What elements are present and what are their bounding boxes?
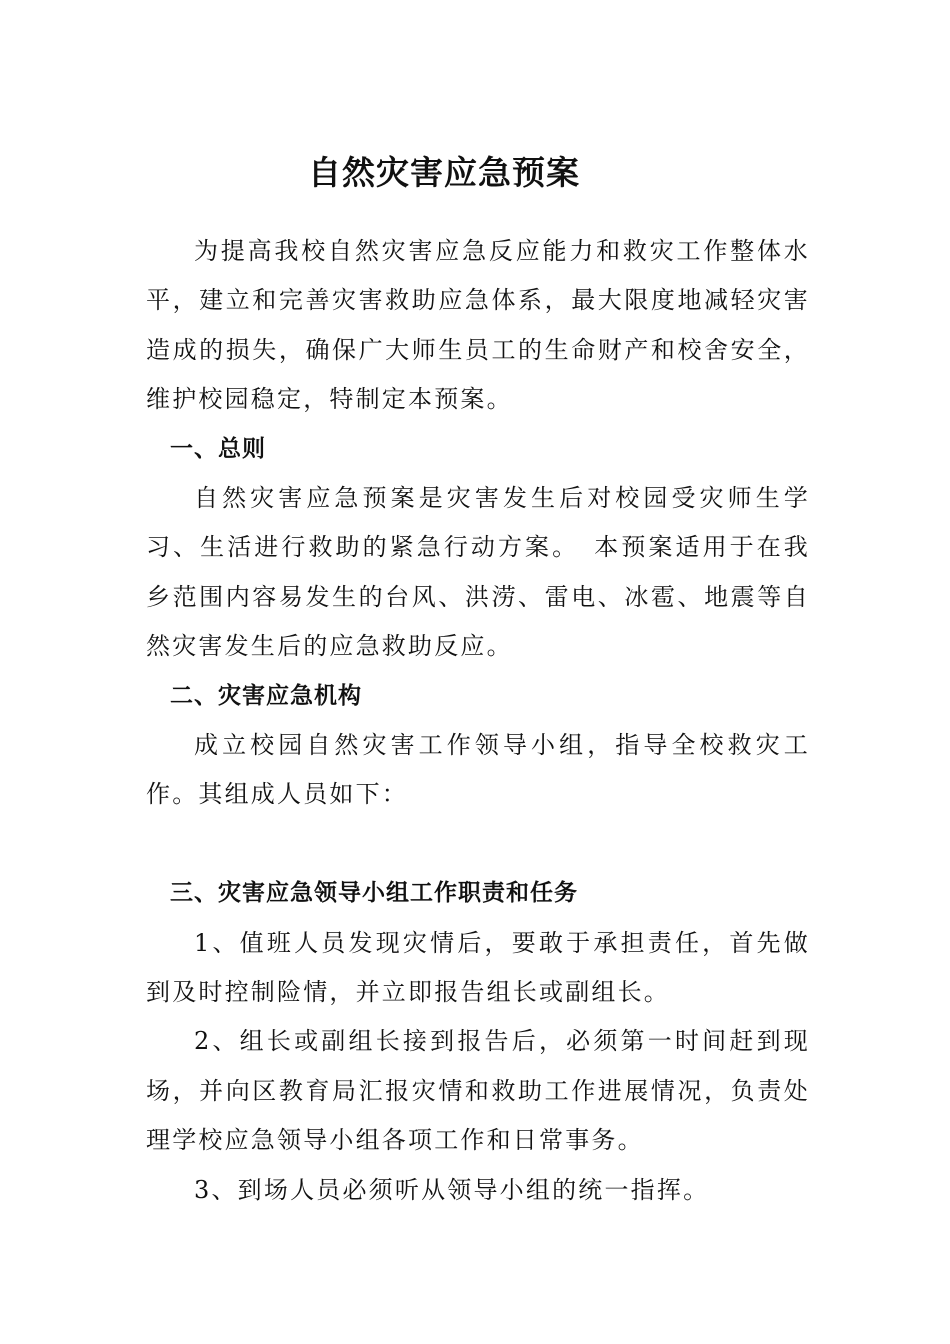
general-paragraph: 自然灾害应急预案是灾害发生后对校园受灾师生学习、生活进行救助的紧急行动方案。 本预案适用于在我乡范围内容易发生的台风、洪涝、雷电、冰雹、地震等自然灾害发生后的应急救助反应。 — [146, 484, 810, 661]
intro-paragraph: 为提高我校自然灾害应急反应能力和救灾工作整体水平，建立和完善灾害救助应急体系，最大限度地减轻灾害造成的损失，确保广大师生员工的生命财产和校舍安全，维护校园稳定，特制定本预案。 — [146, 237, 810, 414]
duty-item: 2、组长或副组长接到报告后，必须第一时间赶到现场，并向区教育局汇报灾情和救助工作进展情况，负责处理学校应急领导小组各项工作和日常事务。 — [146, 1027, 810, 1155]
document-title: 自然灾害应急预案 — [308, 153, 580, 193]
blank-line — [146, 820, 810, 869]
organization-paragraph: 成立校园自然灾害工作领导小组，指导全校救灾工作。其组成人员如下： — [146, 731, 810, 809]
section-heading-duties: 三、灾害应急领导小组工作职责和任务 — [170, 880, 578, 907]
duty-item: 1、值班人员发现灾情后，要敢于承担责任，首先做到及时控制险情，并立即报告组长或副组长。 — [146, 928, 810, 1007]
document-body — [146, 227, 810, 1215]
duty-item: 3、到场人员必须听从领导小组的统一指挥。 — [194, 1175, 710, 1204]
section-heading-general: 一、总则 — [170, 435, 266, 462]
section-heading-organization: 二、灾害应急机构 — [170, 682, 362, 709]
